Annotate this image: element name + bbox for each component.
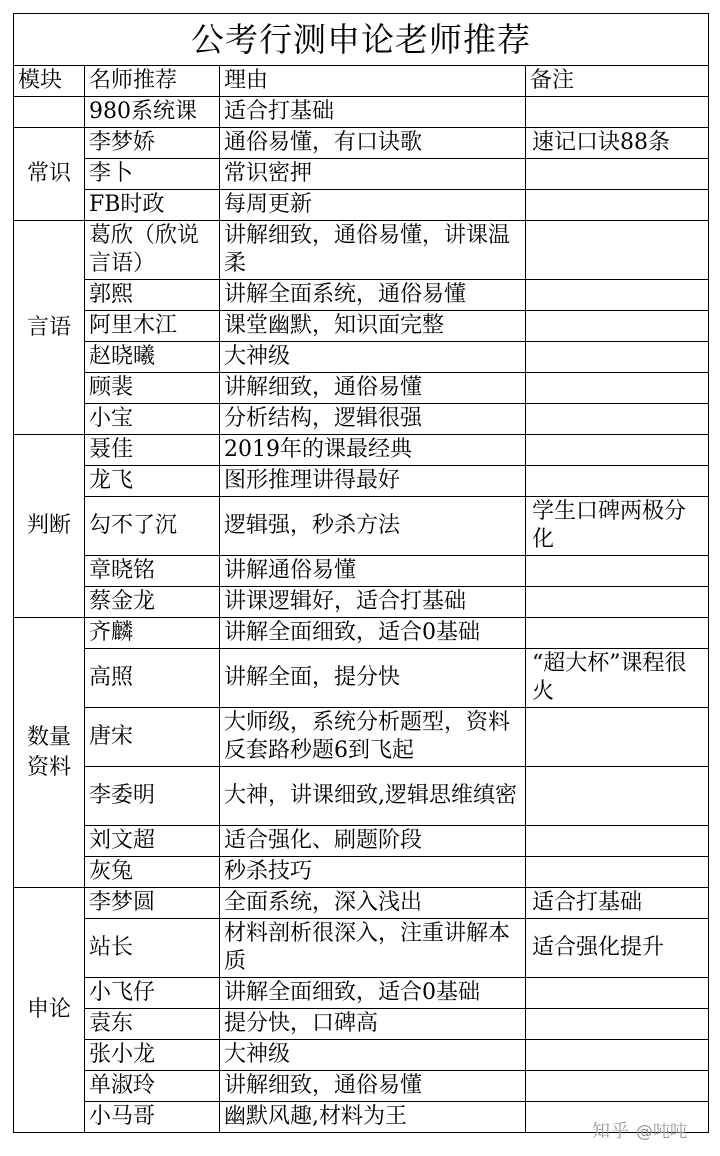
module-cell: 常识	[14, 128, 85, 221]
reason-cell: 讲解全面细致，适合0基础	[220, 618, 526, 649]
teacher-cell: FB时政	[85, 190, 220, 221]
table-row	[14, 618, 709, 649]
note-cell: 速记口诀88条	[526, 128, 709, 159]
reason-cell: 讲课逻辑好，适合打基础	[220, 587, 526, 618]
teacher-cell: 章晓铭	[85, 556, 220, 587]
table-row	[14, 826, 709, 857]
teacher-cell: 张小龙	[85, 1040, 220, 1071]
reason-cell: 讲解细致，通俗易懂，讲课温柔	[220, 221, 526, 280]
teacher-cell: 蔡金龙	[85, 587, 220, 618]
table-row	[14, 97, 709, 128]
note-cell	[526, 280, 709, 311]
table-row	[14, 587, 709, 618]
note-cell	[526, 1040, 709, 1071]
teacher-cell: 聂佳	[85, 435, 220, 466]
teacher-cell: 李卜	[85, 159, 220, 190]
page-title: 公考行测申论老师推荐	[14, 14, 709, 66]
reason-cell: 课堂幽默，知识面完整	[220, 311, 526, 342]
table-row	[14, 919, 709, 978]
reason-cell: 2019年的课最经典	[220, 435, 526, 466]
teacher-cell: 唐宋	[85, 708, 220, 767]
note-cell	[526, 221, 709, 280]
table-row	[14, 767, 709, 826]
note-cell	[526, 466, 709, 497]
table-row	[14, 649, 709, 708]
header-row	[14, 66, 709, 97]
table-row	[14, 708, 709, 767]
note-cell	[526, 767, 709, 826]
note-cell	[526, 587, 709, 618]
table-row	[14, 404, 709, 435]
teacher-cell: 阿里木江	[85, 311, 220, 342]
teacher-cell: 李梦娇	[85, 128, 220, 159]
note-cell	[526, 311, 709, 342]
note-cell	[526, 435, 709, 466]
header-note: 备注	[526, 66, 709, 97]
note-cell	[526, 618, 709, 649]
note-cell	[526, 978, 709, 1009]
teacher-cell: 小宝	[85, 404, 220, 435]
teacher-cell: 刘文超	[85, 826, 220, 857]
table-row	[14, 190, 709, 221]
teacher-cell: 袁东	[85, 1009, 220, 1040]
header-reason: 理由	[220, 66, 526, 97]
teacher-cell: 勾不了沉	[85, 497, 220, 556]
reason-cell: 大师级，系统分析题型，资料反套路秒题6到飞起	[220, 708, 526, 767]
note-cell	[526, 708, 709, 767]
reason-cell: 逻辑强，秒杀方法	[220, 497, 526, 556]
note-cell	[526, 826, 709, 857]
reason-cell: 图形推理讲得最好	[220, 466, 526, 497]
table-body	[14, 14, 709, 1133]
table-row	[14, 1040, 709, 1071]
table-row	[14, 466, 709, 497]
note-cell: 适合强化提升	[526, 919, 709, 978]
teacher-cell: 站长	[85, 919, 220, 978]
table-row	[14, 857, 709, 888]
table-row	[14, 373, 709, 404]
teacher-cell: 单淑玲	[85, 1071, 220, 1102]
reason-cell: 常识密押	[220, 159, 526, 190]
teacher-cell: 高照	[85, 649, 220, 708]
module-cell: 言语	[14, 221, 85, 435]
note-cell	[526, 373, 709, 404]
reason-cell: 分析结构，逻辑很强	[220, 404, 526, 435]
note-cell	[526, 159, 709, 190]
table-row	[14, 159, 709, 190]
module-cell: 判断	[14, 435, 85, 618]
table-row	[14, 556, 709, 587]
note-cell	[526, 556, 709, 587]
reason-cell: 讲解细致，通俗易懂	[220, 373, 526, 404]
header-teacher: 名师推荐	[85, 66, 220, 97]
teacher-cell: 赵晓曦	[85, 342, 220, 373]
reason-cell: 讲解细致，通俗易懂	[220, 1071, 526, 1102]
reason-cell: 大神级	[220, 1040, 526, 1071]
reason-cell: 通俗易懂，有口诀歌	[220, 128, 526, 159]
reason-cell: 大神，讲课细致,逻辑思维缜密	[220, 767, 526, 826]
title-row	[14, 14, 709, 66]
reason-cell: 讲解通俗易懂	[220, 556, 526, 587]
teacher-cell: 李委明	[85, 767, 220, 826]
note-cell: “超大杯”课程很火	[526, 649, 709, 708]
teacher-cell: 李梦圆	[85, 888, 220, 919]
table-row	[14, 435, 709, 466]
module-cell: 申论	[14, 888, 85, 1133]
watermark-handle: @吨吨	[636, 1122, 687, 1142]
reason-cell: 秒杀技巧	[220, 857, 526, 888]
reason-cell: 讲解全面，提分快	[220, 649, 526, 708]
teacher-cell: 齐麟	[85, 618, 220, 649]
note-cell: 适合打基础	[526, 888, 709, 919]
module-cell: 数量 资料	[14, 618, 85, 888]
note-cell	[526, 1071, 709, 1102]
watermark	[592, 1117, 687, 1143]
note-cell: 学生口碑两极分化	[526, 497, 709, 556]
note-cell	[526, 342, 709, 373]
reason-cell: 适合打基础	[220, 97, 526, 128]
zhihu-logo: 知乎	[592, 1121, 630, 1142]
note-cell	[526, 404, 709, 435]
reason-cell: 讲解全面细致，适合0基础	[220, 978, 526, 1009]
note-cell	[526, 190, 709, 221]
teacher-cell: 龙飞	[85, 466, 220, 497]
reason-cell: 提分快，口碑高	[220, 1009, 526, 1040]
table-row	[14, 978, 709, 1009]
teacher-cell: 灰兔	[85, 857, 220, 888]
table-row	[14, 221, 709, 280]
header-module: 模块	[14, 66, 85, 97]
module-cell	[14, 97, 85, 128]
teacher-cell: 顾裴	[85, 373, 220, 404]
table-row	[14, 888, 709, 919]
table-row	[14, 1009, 709, 1040]
teacher-cell: 郭熙	[85, 280, 220, 311]
note-cell	[526, 1009, 709, 1040]
table-row	[14, 342, 709, 373]
teacher-cell: 葛欣（欣说言语）	[85, 221, 220, 280]
table-row	[14, 497, 709, 556]
reason-cell: 全面系统，深入浅出	[220, 888, 526, 919]
note-cell	[526, 97, 709, 128]
teacher-cell: 980系统课	[85, 97, 220, 128]
table-row	[14, 128, 709, 159]
reason-cell: 材料剖析很深入，注重讲解本质	[220, 919, 526, 978]
recommendation-sheet	[13, 13, 708, 1133]
reason-cell: 幽默风趣,材料为王	[220, 1102, 526, 1133]
teacher-cell: 小马哥	[85, 1102, 220, 1133]
teacher-cell: 小飞仔	[85, 978, 220, 1009]
reason-cell: 适合强化、刷题阶段	[220, 826, 526, 857]
reason-cell: 大神级	[220, 342, 526, 373]
table-row	[14, 1071, 709, 1102]
teacher-table	[13, 13, 709, 1133]
table-row	[14, 311, 709, 342]
reason-cell: 每周更新	[220, 190, 526, 221]
note-cell	[526, 857, 709, 888]
reason-cell: 讲解全面系统，通俗易懂	[220, 280, 526, 311]
table-row	[14, 280, 709, 311]
